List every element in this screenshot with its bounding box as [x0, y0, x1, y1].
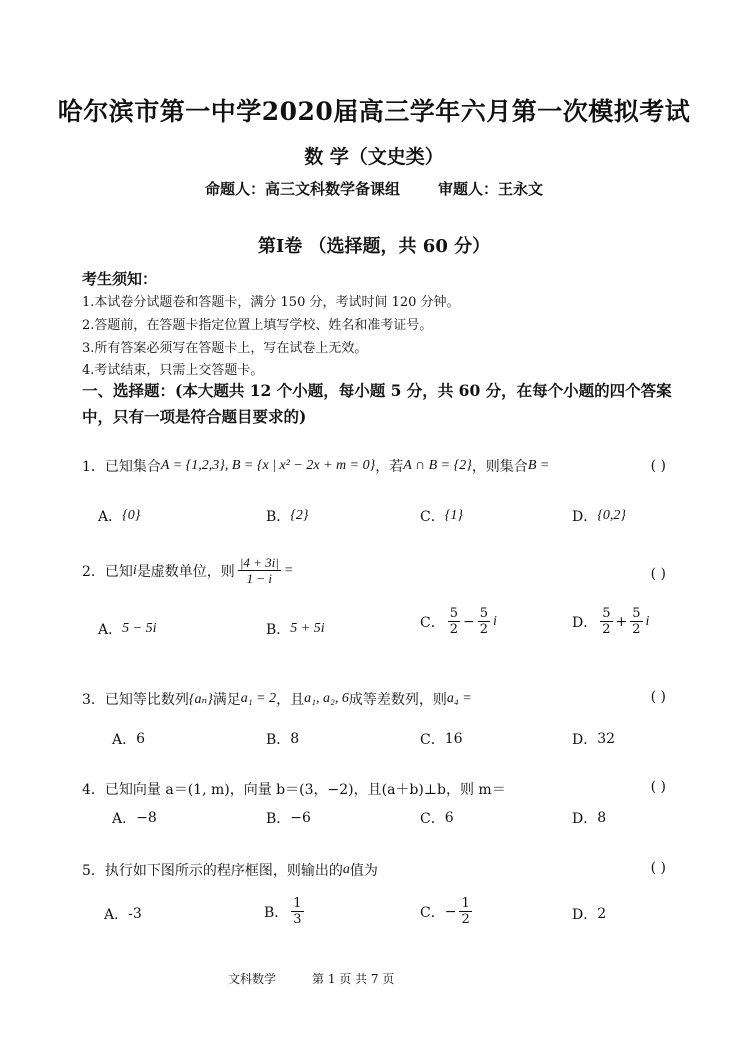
question-text: 已知等比数列 — [104, 692, 189, 708]
option-b: B． $\frac{1}{3}$ — [264, 896, 302, 927]
option-c: C． {1} — [420, 508, 463, 525]
notice-item: 1.本试卷分试题卷和答题卡，满分 150 分，考试时间 120 分钟。 — [82, 295, 460, 310]
option-c: C． $\frac{5}{2}$ − $\frac{5}{2}$ i — [420, 606, 497, 637]
question-text: 已知向量 a＝(1, m)，向量 b＝(3，−2)，且(a＋b)⊥b，则 m＝ — [104, 782, 506, 798]
answer-paren: ( ) — [650, 566, 666, 582]
option-c: C． 6 — [420, 810, 454, 827]
page-footer — [228, 970, 394, 987]
fraction: $\frac{|4 + 3i|}{1 - i}$ — [239, 555, 279, 586]
option-b: B． 8 — [266, 731, 300, 748]
option-a: A． 6 — [112, 731, 146, 748]
footer-page: 第 1 页 共 7 页 — [312, 972, 395, 986]
exam-subtitle: 数 学（文史类） — [304, 146, 444, 168]
question-number: 3． — [82, 692, 105, 708]
option-d: D． 32 — [572, 731, 616, 748]
notice-heading: 考生须知： — [82, 270, 158, 288]
volume-title: 第Ⅰ卷 （选择题，共 60 分） — [257, 236, 491, 257]
footer-subject: 文科数学 — [228, 972, 277, 986]
question-number: 2． — [82, 563, 105, 580]
question-math: a₄ = — [446, 691, 472, 706]
question-text: 值为 — [349, 863, 378, 879]
question-5 — [82, 860, 378, 880]
question-math: = — [283, 562, 294, 578]
question-3 — [82, 689, 472, 709]
question-math: i — [132, 562, 137, 578]
question-text: ，则集合 — [471, 459, 528, 475]
exam-title: 哈尔滨市第一中学2020届高三学年六月第一次模拟考试 — [57, 97, 691, 126]
question-text: 已知集合 — [104, 459, 161, 475]
question-text: ，且 — [276, 692, 305, 708]
question-text: 成等差数列，则 — [348, 692, 447, 708]
question-math: a₁ = 2 — [240, 691, 277, 706]
option-a: A． -3 — [104, 906, 142, 923]
option-b: B． −6 — [266, 810, 311, 827]
option-b: B． 5 + 5i — [266, 621, 325, 638]
option-c: C． 16 — [420, 731, 463, 748]
option-d: D． 8 — [572, 810, 607, 827]
question-text: 满足 — [212, 692, 241, 708]
section-heading: 一、选择题：(本大题共 12 个小题，每小题 5 分，共 60 分，在每个小题的四个答案中，只有一项是符合题目要求的) — [82, 381, 672, 426]
author-line — [0, 178, 748, 199]
question-math: a₁, a₂, 6 — [304, 691, 349, 706]
answer-paren: ( ) — [650, 458, 666, 474]
question-text: ，若 — [375, 459, 404, 475]
question-math: A = {1,2,3}, B = {x | x² − 2x + m = 0} — [160, 458, 376, 473]
option-a: A． −8 — [112, 810, 157, 827]
question-text: 执行如下图所示的程序框图，则输出的 — [104, 863, 343, 879]
option-d: D． {0,2} — [572, 508, 626, 525]
answer-paren: ( ) — [650, 689, 666, 705]
answer-paren: ( ) — [650, 779, 666, 795]
notice-item: 2.答题前，在答题卡指定位置上填写学校、姓名和准考证号。 — [82, 318, 433, 333]
notice-item: 3.所有答案必须写在答题卡上，写在试卷上无效。 — [82, 341, 368, 356]
question-math: {aₙ} — [188, 691, 213, 707]
option-d: D． $\frac{5}{2}$ + $\frac{5}{2}$ i — [572, 606, 650, 637]
option-d: D． 2 — [572, 906, 607, 923]
option-a: A． 5 − 5i — [98, 621, 157, 638]
question-text: 是虚数单位，则 — [136, 563, 235, 580]
question-2 — [82, 555, 293, 586]
question-math: a — [342, 862, 350, 877]
option-b: B． {2} — [266, 508, 309, 525]
answer-paren: ( ) — [650, 860, 666, 876]
option-c: C． − $\frac{1}{2}$ — [420, 896, 470, 927]
question-math: B = — [527, 458, 550, 473]
author-label: 命题人：高三文科数学备课组 — [204, 180, 400, 198]
reviewer-label: 审题人：王永文 — [438, 180, 544, 198]
question-4 — [82, 779, 506, 799]
question-number: 1． — [82, 459, 105, 475]
question-text: 已知 — [104, 563, 133, 580]
notice-item: 4.考试结束，只需上交答题卡。 — [82, 363, 264, 378]
question-number: 5． — [82, 863, 105, 879]
question-math: A ∩ B = {2} — [403, 458, 472, 473]
option-a: A． {0} — [98, 508, 141, 525]
question-number: 4． — [82, 782, 105, 798]
question-1 — [82, 456, 549, 476]
